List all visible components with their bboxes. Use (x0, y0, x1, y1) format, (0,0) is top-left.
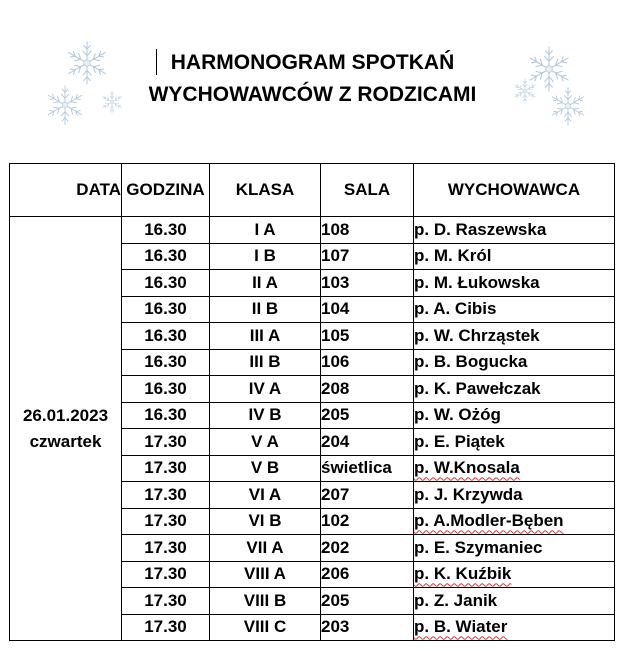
class-cell: VII A (210, 535, 321, 562)
class-cell: II A (210, 270, 321, 297)
room-cell: 204 (321, 429, 414, 456)
class-cell: VI B (210, 508, 321, 535)
teacher-cell (414, 508, 615, 535)
hour-cell: 16.30 (122, 243, 210, 270)
text-cursor (156, 49, 157, 75)
room-cell: 203 (321, 614, 414, 641)
hour-cell: 16.30 (122, 217, 210, 244)
class-cell: I B (210, 243, 321, 270)
hour-cell: 17.30 (122, 429, 210, 456)
hour-cell: 16.30 (122, 296, 210, 323)
hour-cell: 16.30 (122, 270, 210, 297)
teacher-cell: p. K. Pawełczak (414, 376, 615, 403)
class-cell: I A (210, 217, 321, 244)
teacher-cell (414, 614, 615, 641)
class-cell: III A (210, 323, 321, 350)
class-cell: VIII B (210, 588, 321, 615)
room-cell: 104 (321, 296, 414, 323)
schedule-table (9, 163, 615, 641)
teacher-name-misspelled: p. A.Modler-Bęben (414, 511, 564, 531)
teacher-cell: p. W. Ożóg (414, 402, 615, 429)
teacher-cell (414, 561, 615, 588)
room-cell: 107 (321, 243, 414, 270)
snowflake-icon (548, 86, 588, 126)
teacher-name-misspelled: p. W.Knosala (414, 458, 520, 478)
hour-cell: 16.30 (122, 376, 210, 403)
header-teacher: WYCHOWAWCA (414, 164, 615, 217)
hour-cell: 17.30 (122, 588, 210, 615)
table-row (10, 217, 615, 244)
class-cell: V B (210, 455, 321, 482)
header-room: SALA (321, 164, 414, 217)
hour-cell: 17.30 (122, 561, 210, 588)
teacher-cell: p. E. Szymaniec (414, 535, 615, 562)
room-cell: świetlica (321, 455, 414, 482)
header-hour: GODZINA (122, 164, 210, 217)
teacher-cell: p. Z. Janik (414, 588, 615, 615)
class-cell: IV A (210, 376, 321, 403)
page-title[interactable] (100, 47, 525, 111)
header-class: KLASA (210, 164, 321, 217)
room-cell: 205 (321, 402, 414, 429)
room-cell: 207 (321, 482, 414, 509)
teacher-cell: p. E. Piątek (414, 429, 615, 456)
room-cell: 103 (321, 270, 414, 297)
class-cell: IV B (210, 402, 321, 429)
room-cell: 105 (321, 323, 414, 350)
class-cell: VIII C (210, 614, 321, 641)
meeting-date: 26.01.2023 (22, 405, 109, 425)
room-cell: 206 (321, 561, 414, 588)
room-cell: 205 (321, 588, 414, 615)
teacher-name-misspelled: p. B. Wiater (414, 617, 508, 637)
snowflake-icon (44, 84, 86, 126)
hour-cell: 17.30 (122, 535, 210, 562)
class-cell: II B (210, 296, 321, 323)
title-line-2: WYCHOWAWCÓW Z RODZICAMI (148, 83, 477, 106)
hour-cell: 17.30 (122, 508, 210, 535)
header-row (10, 164, 615, 217)
room-cell: 108 (321, 217, 414, 244)
room-cell: 208 (321, 376, 414, 403)
hour-cell: 16.30 (122, 323, 210, 350)
meeting-weekday: czwartek (29, 431, 102, 451)
teacher-cell: p. J. Krzywda (414, 482, 615, 509)
hour-cell: 17.30 (122, 614, 210, 641)
room-cell: 106 (321, 349, 414, 376)
hour-cell: 17.30 (122, 482, 210, 509)
teacher-cell: p. M. Król (414, 243, 615, 270)
class-cell: VIII A (210, 561, 321, 588)
hour-cell: 17.30 (122, 455, 210, 482)
room-cell: 102 (321, 508, 414, 535)
teacher-cell (414, 455, 615, 482)
teacher-cell: p. W. Chrząstek (414, 323, 615, 350)
class-cell: V A (210, 429, 321, 456)
class-cell: VI A (210, 482, 321, 509)
teacher-name-misspelled: p. K. Kuźbik (414, 564, 512, 584)
class-cell: III B (210, 349, 321, 376)
teacher-cell: p. M. Łukowska (414, 270, 615, 297)
teacher-cell: p. A. Cibis (414, 296, 615, 323)
date-cell (10, 217, 122, 641)
header-date: DATA (10, 164, 122, 217)
hour-cell: 16.30 (122, 402, 210, 429)
title-line-1: HARMONOGRAM SPOTKAŃ (170, 51, 455, 74)
room-cell: 202 (321, 535, 414, 562)
teacher-cell: p. B. Bogucka (414, 349, 615, 376)
teacher-cell: p. D. Raszewska (414, 217, 615, 244)
hour-cell: 16.30 (122, 349, 210, 376)
